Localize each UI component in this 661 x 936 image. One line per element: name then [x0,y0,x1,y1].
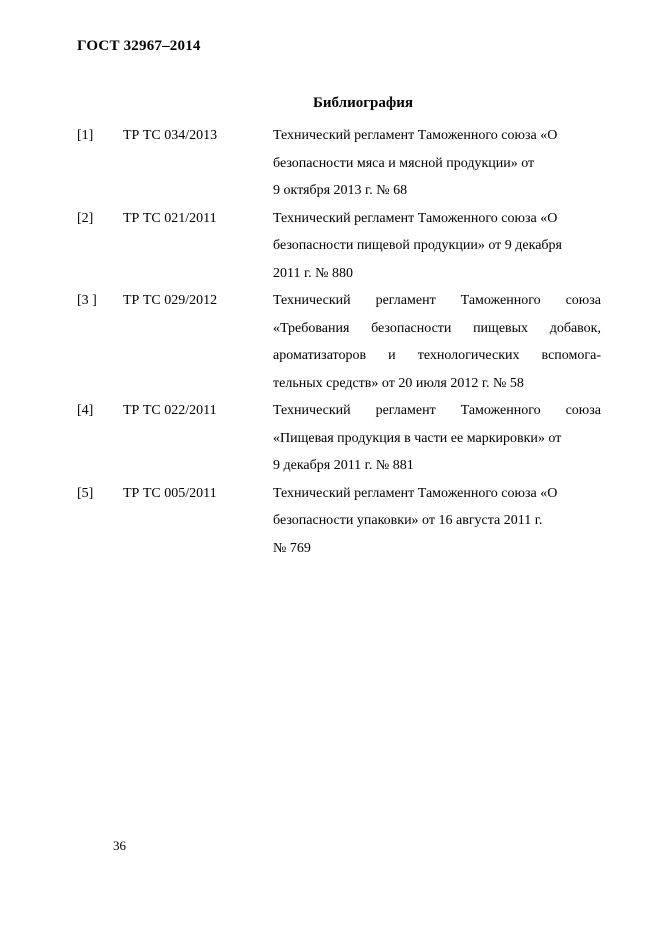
entry-code: ТР ТС 034/2013 [123,128,218,143]
entry-code: ТР ТС 021/2011 [123,210,217,226]
entry-code: ТР ТС 029/2012 [123,293,218,308]
entry-description [273,205,603,288]
entry-number: [3 ] [77,293,97,308]
entry-code: ТР ТС 022/2011 [123,403,217,418]
bibliography-entry [77,205,607,288]
bibliography-title: Библиография [313,95,414,111]
entry-description-line: безопасности упаковки» от 16 августа 2011 г. [273,513,543,528]
entry-description-line: безопасности мяса и мясной продукции» от [273,155,535,171]
entry-description-line: Технический регламент Таможенного союза «О [273,485,558,501]
entry-number: [2] [77,210,94,226]
entry-description-line: ароматизаторов и технологических вспомога- [273,348,601,363]
entry-description-line: тельных средств» от 20 июля 2012 г. № 58 [273,375,524,391]
bibliography-entry [77,480,607,563]
entry-description-line: Технический регламент Таможенного союза «О [273,210,558,226]
entry-description-line: «Требования безопасности пищевых добавок, [273,320,601,336]
entry-description-line: 9 октября 2013 г. № 68 [273,183,408,198]
entry-code: ТР ТС 005/2011 [123,485,217,501]
entry-number: [5] [77,485,94,501]
bibliography-list [77,122,607,562]
page-number: 36 [113,838,126,853]
entry-description-line: № 769 [273,540,311,556]
entry-description-line: 2011 г. № 880 [273,265,354,281]
entry-description-line: безопасности пищевой продукции» от 9 декабря [273,238,562,253]
bibliography-entry [77,287,607,397]
entry-number: [4] [77,403,94,418]
entry-description [273,480,603,563]
entry-description-line: Технический регламент Таможенного союза [273,403,601,418]
entry-description-line: «Пищевая продукция в части ее маркировки» от [273,430,562,446]
entry-description-line: Технический регламент Таможенного союза [273,293,601,308]
entry-description-line: Технический регламент Таможенного союза «О [273,128,558,143]
entry-description [273,397,603,480]
document-header: ГОСТ 32967–2014 [77,38,201,54]
entry-description [273,122,603,205]
entry-description-line: 9 декабря 2011 г. № 881 [273,458,414,473]
entry-description [273,287,603,397]
entry-number: [1] [77,128,94,143]
bibliography-entry [77,122,607,205]
bibliography-entry [77,397,607,480]
